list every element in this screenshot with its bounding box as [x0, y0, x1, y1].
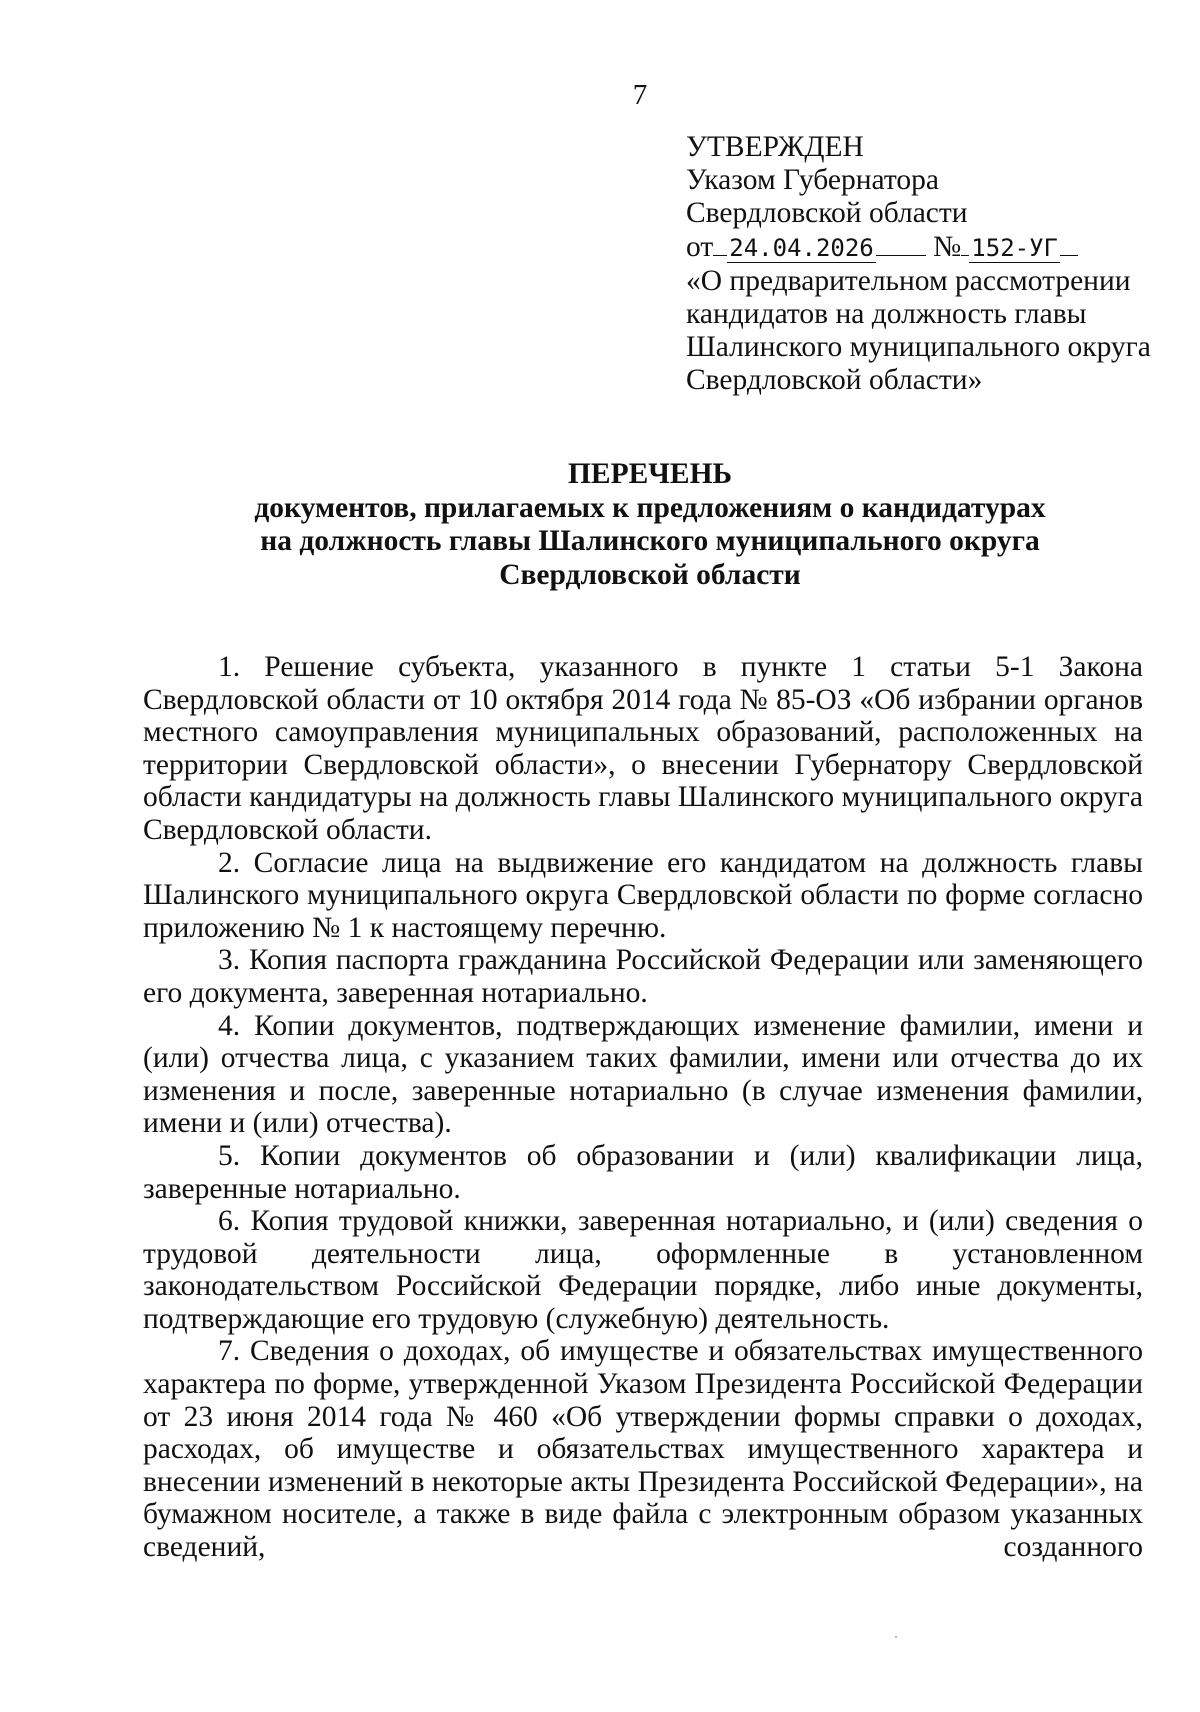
- approval-stamp: [686, 131, 1166, 398]
- decree-date: 24.04.2026: [729, 233, 874, 262]
- approval-line-region: Свердловской области: [686, 197, 968, 230]
- page-number: 7: [632, 79, 648, 111]
- date-prefix: от: [686, 230, 714, 263]
- list-item: 1. Решение субъекта, указанного в пункте 1 статьи 5-1 Закона Свердловской области от 10 октября 2014 года № 85-ОЗ «Об избрании органов местного самоуправления муниципальных образований, расположенных на территории Свердловской области», о внесении Губернатору Свердловской области кандидатуры на должность главы Шалинского муниципального округа Свердловской области.: [143, 651, 1143, 846]
- title-subtitle-line-1: документов, прилагаемых к предложениям о кандидатурах: [254, 491, 1046, 524]
- decree-number: 152-УГ: [971, 233, 1058, 262]
- approval-date-number-line: [686, 231, 1166, 265]
- number-prefix: №: [933, 230, 962, 263]
- approval-subject-line-4: Свердловской области»: [686, 364, 983, 397]
- list-item: 4. Копии документов, подтверждающих изменение фамилии, имени и (или) отчества лица, с указанием таких фамилии, имени или отчества до их изменения и после, заверенные нотариально (в случае изменения фамилии, имени и (или) отчества).: [143, 1009, 1143, 1140]
- list-item: 6. Копия трудовой книжки, заверенная нотариально, и (или) сведения о трудовой деятельности лица, оформленные в установленном законодательством Российской Федерации порядке, либо иные документы, подтверждающие его трудовую (служебную) деятельность.: [143, 1205, 1143, 1335]
- approval-subject-line-1: «О предварительном рассмотрении: [686, 264, 1131, 297]
- approval-subject-line-3: Шалинского муниципального округа: [686, 331, 1151, 364]
- title-heading: ПЕРЕЧЕНЬ: [567, 458, 733, 490]
- list-item: 7. Сведения о доходах, об имуществе и обязательствах имущественного характера по форме, утвержденной Указом Президента Российской Федерации от 23 июня 2014 года № 460 «Об утверждении формы справки о доходах, расходах, об имуществе и обязательствах имущественного характера и внесении изменений в некоторые акты Президента Российской Федерации», на бумажном носителе, а также в виде файла с электронным образом указанных сведений, созданного: [143, 1335, 1143, 1564]
- document-title: [180, 458, 1120, 592]
- list-item: 2. Согласие лица на выдвижение его кандидатом на должность главы Шалинского муниципального округа Свердловской области по форме согласно приложению № 1 к настоящему перечню.: [143, 846, 1143, 944]
- document-body: [143, 651, 1143, 1564]
- approval-line-decree: Указом Губернатора: [686, 164, 939, 197]
- scan-dot: [895, 1636, 897, 1638]
- approval-subject-line-2: кандидатов на должность главы: [686, 298, 1087, 331]
- list-item: 5. Копии документов об образовании и (или) квалификации лица, заверенные нотариально.: [143, 1139, 1143, 1205]
- title-subtitle-line-2: на должность главы Шалинского муниципального округа: [260, 525, 1040, 557]
- approval-line-approved: УТВЕРЖДЕН: [686, 131, 864, 163]
- list-item: 3. Копия паспорта гражданина Российской Федерации или заменяющего его документа, заверенная нотариально.: [143, 944, 1143, 1009]
- title-subtitle-line-3: Свердловской области: [499, 558, 801, 591]
